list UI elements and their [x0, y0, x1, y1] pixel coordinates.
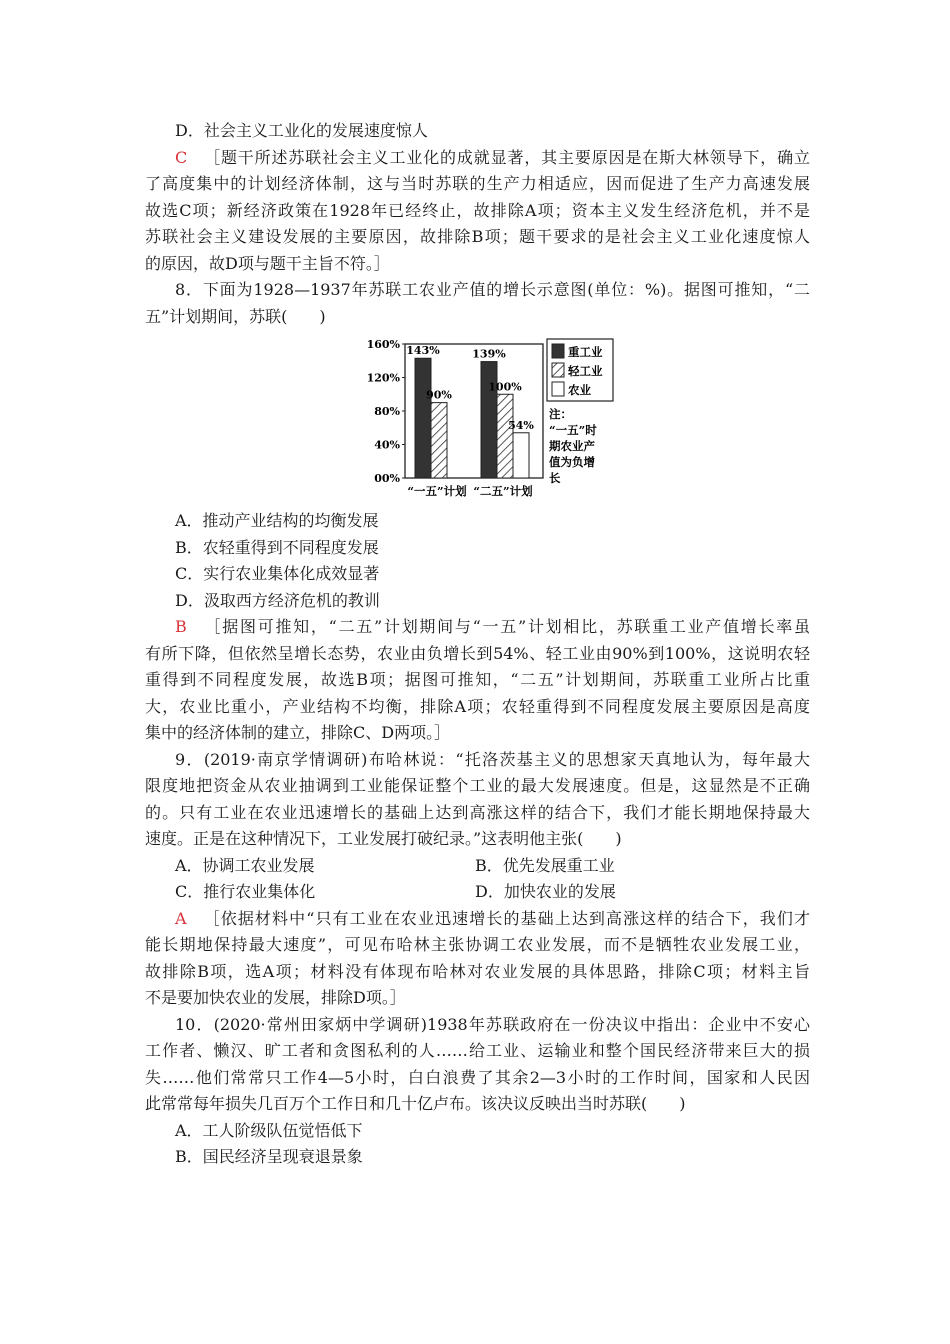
document-page	[145, 118, 810, 1171]
data-label: 54%	[508, 418, 534, 432]
option-text: D．加快农业的发展	[475, 882, 616, 901]
text-line	[145, 508, 810, 535]
line-text: ［据图可推知，“二五”计划期间与“一五”计划相比，苏联重工业产值增长率虽	[202, 617, 810, 636]
y-tick-label: 00%	[374, 472, 400, 485]
chart-container	[145, 336, 810, 504]
line-text: D．汲取西方经济危机的教训	[175, 590, 380, 610]
legend-swatch	[552, 363, 564, 377]
line-text: B．农轻重得到不同程度发展	[175, 537, 379, 557]
option-text: B．优先发展重工业	[475, 855, 615, 875]
bar-agri	[513, 433, 529, 478]
line-text: 的原因，故D项与题干主旨不符。］	[145, 253, 390, 273]
text-line	[145, 118, 810, 145]
line-text: 8．下面为1928—1937年苏联工农业产值的增长示意图(单位：%)。据图可推知，“二	[175, 280, 810, 299]
text-line	[145, 277, 810, 304]
line-text: 工作者、懒汉、旷工者和贪图私利的人……给工业、运输业和整个国民经济带来巨大的损	[145, 1041, 810, 1060]
text-line	[145, 906, 810, 933]
text-line	[145, 1144, 810, 1171]
text-line	[145, 1091, 810, 1118]
text-line	[145, 614, 810, 641]
option-row	[145, 853, 810, 880]
line-text: 9．(2019·南京学情调研)布哈林说：“托洛茨基主义的思想家天真地认为，每年最大	[175, 749, 810, 769]
line-text: 重得到不同程度发展，故选B项；据图可推知，“二五”计划期间，苏联重工业所占比重	[145, 670, 810, 689]
legend-label: 重工业	[568, 345, 603, 359]
text-line	[145, 1065, 810, 1092]
line-text: 故排除B项，选A项；材料没有体现布哈林对农业发展的具体思路，排除C项；材料主旨	[145, 961, 810, 981]
text-line	[145, 694, 810, 721]
data-label: 143%	[406, 344, 440, 358]
x-category-label: “二五”计划	[473, 484, 533, 498]
line-text: A．推动产业结构的均衡发展	[175, 511, 379, 530]
line-text: 的。只有工业在农业迅速增长的基础上达到高涨这样的结合下，我们才能长期地保持最大	[145, 802, 810, 822]
line-text: 有所下降，但依然呈增长态势，农业由负增长到54%、轻工业由90%到100%，这说明农轻	[145, 643, 810, 663]
line-text: 不是要加快农业的发展，排除D项。］	[145, 988, 406, 1007]
text-line	[145, 304, 810, 331]
bar-heavy	[415, 358, 431, 478]
line-text: ［题干所述苏联社会主义工业化的成就显著，其主要原因是在斯大林领导下，确立	[203, 147, 810, 167]
bar-heavy	[481, 362, 497, 478]
text-line	[145, 985, 810, 1012]
line-text: 能长期地保持最大速度”，可见布哈林主张协调工农业发展，而不是牺牲农业发展工业，	[145, 935, 810, 954]
text-line	[145, 1118, 810, 1145]
text-line	[145, 535, 810, 562]
text-line	[145, 588, 810, 615]
text-block-end	[145, 906, 810, 1171]
line-text: 苏联社会主义建设发展的主要原因，故排除B项；题干要求的是社会主义工业化速度惊人	[145, 227, 810, 246]
legend-swatch	[552, 382, 564, 396]
text-line	[145, 641, 810, 668]
line-text: 集中的经济体制的建立，排除C、D两项。］	[145, 723, 451, 742]
text-line	[145, 1038, 810, 1065]
text-line	[145, 251, 810, 278]
legend-label: 轻工业	[568, 364, 603, 378]
text-line	[145, 1012, 810, 1039]
line-text: 故选C项；新经济政策在1928年已经终止，故排除A项；资本主义发生经济危机，并不是	[145, 200, 810, 220]
line-text: A．工人阶级队伍觉悟低下	[175, 1120, 363, 1140]
text-line	[145, 561, 810, 588]
data-label: 100%	[488, 380, 522, 394]
line-text: 大，农业比重小，产业结构不均衡，排除A项；农轻重得到不同程度发展主要原因是高度	[145, 696, 810, 716]
text-line	[145, 198, 810, 225]
line-text: 此常常每年损失几百万个工作日和几十亿卢布。该决议反映出当时苏联( )	[145, 1094, 686, 1113]
y-tick-label: 80%	[374, 405, 400, 418]
growth-bar-chart	[363, 336, 783, 502]
legend-swatch	[552, 344, 564, 358]
text-line	[145, 145, 810, 172]
text-line	[145, 800, 810, 827]
text-line	[145, 720, 810, 747]
text-line	[145, 932, 810, 959]
text-line	[145, 826, 810, 853]
chart-note-line: 期农业产	[549, 439, 595, 453]
data-label: 90%	[426, 388, 452, 402]
chart-note-line: 值为负增	[549, 455, 595, 469]
answer-letter: C	[175, 147, 188, 167]
y-tick-label: 40%	[374, 438, 400, 452]
legend-label: 农业	[568, 383, 591, 397]
y-tick-label: 120%	[366, 371, 400, 385]
option-text: A．协调工农业发展	[175, 855, 315, 875]
line-text: B．国民经济呈现衰退景象	[175, 1147, 363, 1166]
data-label: 139%	[472, 347, 506, 361]
y-tick-label: 160%	[366, 338, 400, 351]
bar-light	[431, 403, 447, 478]
text-line	[145, 773, 810, 800]
line-text: 失……他们常常只工作4—5小时，白白浪费了其余2—3小时的工作时间，国家和人民因	[145, 1067, 810, 1087]
bar-light	[497, 394, 513, 478]
line-text: 了高度集中的计划经济体制，这与当时苏联的生产力相适应，因而促进了生产力高速发展	[145, 174, 810, 193]
option-row	[145, 879, 810, 906]
line-text: 五”计划期间，苏联( )	[145, 306, 326, 326]
line-text: D．社会主义工业化的发展速度惊人	[175, 121, 428, 140]
chart-note-line: 注：	[549, 407, 572, 421]
text-line	[145, 171, 810, 198]
line-text: C．实行农业集体化成效显著	[175, 564, 380, 583]
line-text: ［依据材料中“只有工业在农业迅速增长的基础上达到高涨这样的结合下，我们才	[202, 908, 810, 928]
text-line	[145, 224, 810, 251]
text-line	[145, 747, 810, 774]
line-text: 限度地把资金从农业抽调到工业能保证整个工业的最大发展速度。但是，这显然是不正确	[145, 776, 810, 795]
line-text: 速度。正是在这种情况下，工业发展打破纪录。”这表明他主张( )	[145, 829, 622, 848]
x-category-label: “一五”计划	[407, 484, 467, 498]
text-block-before-chart	[145, 118, 810, 330]
chart-note-line: “一五”时	[549, 423, 597, 437]
answer-letter: A	[175, 908, 187, 928]
option-text: C．推行农业集体化	[175, 882, 316, 901]
text-line	[145, 667, 810, 694]
chart-note-line: 长	[549, 471, 561, 485]
q9-options	[145, 853, 810, 906]
text-block-after-chart	[145, 508, 810, 853]
answer-letter: B	[175, 617, 187, 636]
line-text: 10．(2020·常州田家炳中学调研)1938年苏联政府在一份决议中指出：企业中不安心	[175, 1014, 810, 1034]
text-line	[145, 959, 810, 986]
